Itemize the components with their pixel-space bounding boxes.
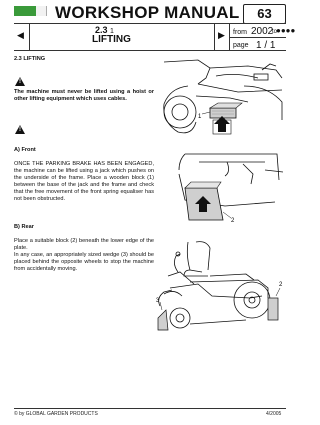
front-lift-figure [158, 56, 288, 144]
rear-block-figure [165, 150, 287, 230]
header-divider-left [29, 23, 30, 50]
section-heading: 2.3 LIFTING [14, 56, 46, 62]
to-label: to [272, 29, 278, 35]
warning-icon-1 [15, 77, 25, 86]
fig-label-2b: 2 [279, 282, 283, 288]
header-bottom-rule [14, 50, 286, 51]
fig-label-2: 2 [231, 218, 235, 224]
warning-icon-2 [15, 125, 25, 134]
fig-label-1: 1 [198, 114, 202, 120]
front-heading: A) Front [14, 147, 36, 153]
rear-text-2: In any case, an appropriately sized wedge (3) should be placed behind the opposite wheels to stop the machine from accidentally moving. [14, 252, 154, 272]
page-value: 1 / 1 [256, 40, 276, 51]
rear-heading: B) Rear [14, 224, 34, 230]
page-label: page [233, 42, 249, 49]
header-divider-mid [214, 23, 215, 50]
header-info-rule [229, 37, 286, 38]
warning-text: The machine must never be lifted using a hoist or other lifting equipment which uses cables. [14, 89, 154, 102]
nav-right-icon[interactable]: ▶ [218, 30, 225, 40]
section-title: LIFTING [92, 34, 131, 45]
header-top-rule [14, 23, 286, 24]
from-label: from [233, 29, 247, 36]
fig-label-3: 3 [156, 298, 160, 304]
tractor-figure [150, 236, 288, 356]
to-dots: ●●●● [276, 26, 296, 35]
footer-copyright: © by GLOBAL GARDEN PRODUCTS [14, 411, 98, 417]
section-sub: 1 [110, 28, 114, 35]
from-year: 2002 [251, 26, 274, 37]
section-number-text: 2.3 [95, 25, 108, 35]
rear-text-1: Place a suitable block (2) beneath the lower edge of the plate. [14, 238, 154, 251]
logo-bar [14, 6, 36, 16]
logo-leaf [36, 6, 47, 16]
page-number-badge: 63 [243, 4, 286, 24]
footer-date: 4/2005 [266, 411, 282, 417]
manual-title: WORKSHOP MANUAL [55, 3, 240, 22]
nav-left-icon[interactable]: ◀ [17, 30, 24, 40]
front-text: ONCE THE PARKING BRAKE HAS BEEN ENGAGED, the machine can be lifted using a jack which pushes on the underside of the frame. Place a wooden block (1) between the base of the jack and the frame and check that the free movement of the front spring equaliser has not been obstructed. [14, 161, 154, 202]
footer-rule [14, 408, 286, 409]
